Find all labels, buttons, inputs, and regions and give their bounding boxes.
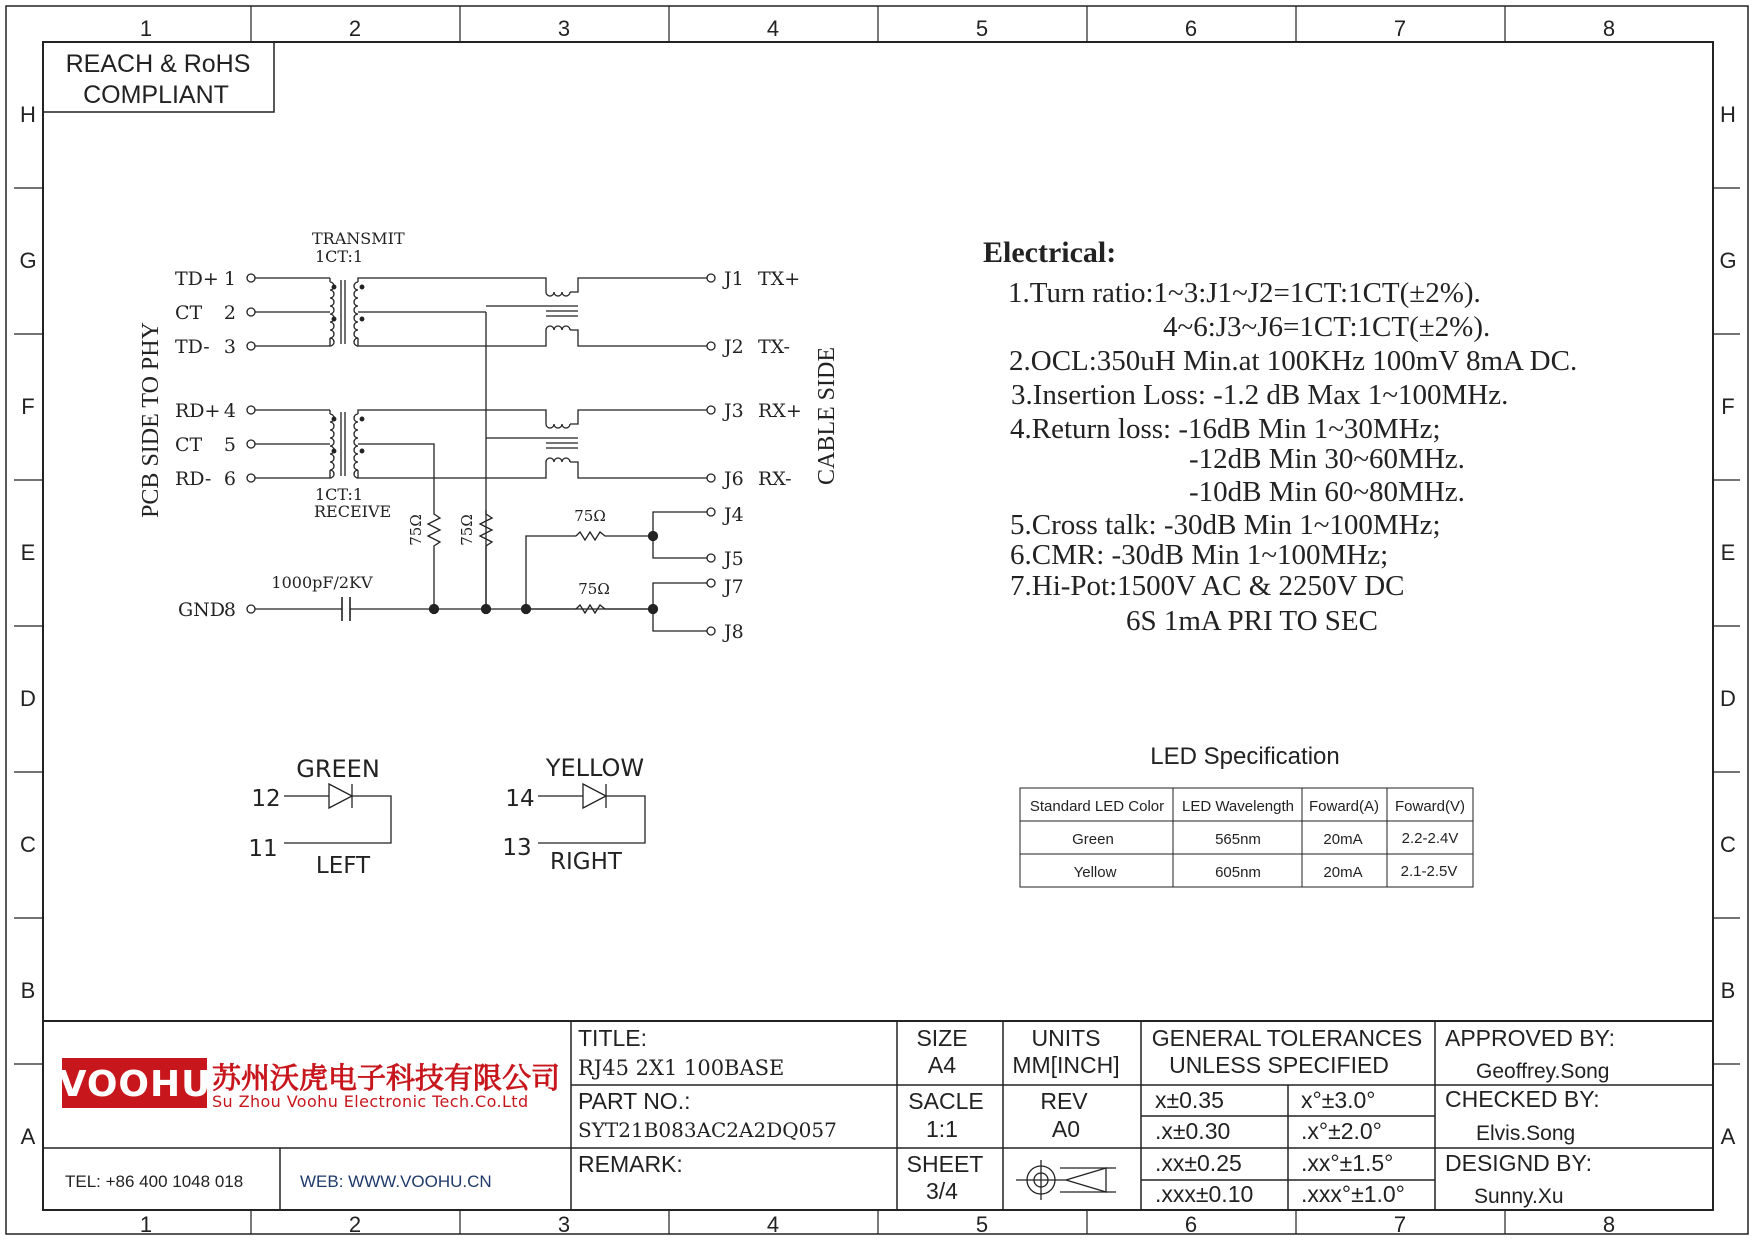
- table-header: Foward(A): [1308, 798, 1380, 815]
- units-value: MM[INCH]: [1012, 1052, 1120, 1078]
- row-label-left: F: [21, 394, 35, 419]
- led-green-title: GREEN: [296, 755, 380, 783]
- transmit-label: TRANSMIT: [312, 229, 405, 248]
- company-tel: TEL: +86 400 1048 018: [65, 1172, 244, 1191]
- row-label-right: F: [1721, 394, 1735, 419]
- led-yellow-pin-top: 14: [505, 786, 535, 812]
- electrical-line: 5.Cross talk: -30dB Min 1~100MHz;: [1010, 509, 1441, 541]
- right-pin-terminals: [707, 274, 715, 635]
- electrical-line: -10dB Min 60~80MHz.: [1189, 476, 1465, 508]
- electrical-line: 1.Turn ratio:1~3:J1~J2=1CT:1CT(±2%).: [1008, 277, 1481, 309]
- col-label-top: 7: [1393, 16, 1407, 41]
- designed-value: Sunny.Xu: [1474, 1185, 1564, 1208]
- table-cell: 2.2-2.4V: [1401, 830, 1459, 847]
- col-label-top: 6: [1184, 16, 1198, 41]
- electrical-line: 4.Return loss: -16dB Min 1~30MHz;: [1010, 413, 1441, 445]
- led-spec-title: LED Specification: [1150, 743, 1340, 770]
- col-label-top: 5: [975, 16, 989, 41]
- rev-value: A0: [1051, 1116, 1081, 1142]
- logo-text: VOOHU: [58, 1064, 212, 1105]
- pin-name: CT: [175, 434, 203, 456]
- electrical-spec: [983, 236, 1577, 637]
- row-label-right: A: [1720, 1124, 1736, 1149]
- led-green-side: LEFT: [315, 853, 371, 879]
- row-label-right: E: [1720, 540, 1736, 565]
- size-label: SIZE: [916, 1025, 968, 1051]
- resistor-label: 75Ω: [578, 580, 610, 598]
- col-label-bottom: 6: [1184, 1212, 1198, 1237]
- led-yellow: [502, 754, 645, 875]
- electrical-line: 6.CMR: -30dB Min 1~100MHz;: [1010, 539, 1389, 571]
- tolerance-angular: x°±3.0°: [1301, 1087, 1376, 1113]
- jack-pin-name: J3: [724, 400, 744, 422]
- col-label-bottom: 3: [557, 1212, 571, 1237]
- tolerance-angular: .xx°±1.5°: [1301, 1150, 1394, 1176]
- resistor-label: 75Ω: [574, 507, 606, 525]
- resistor-label: 75Ω: [407, 514, 425, 546]
- table-cell: 605nm: [1215, 864, 1261, 881]
- pin-name: RD-: [175, 468, 212, 490]
- jack-pin-signal: RX+: [758, 400, 802, 422]
- col-label-bottom: 7: [1393, 1212, 1407, 1237]
- electrical-line: 6S 1mA PRI TO SEC: [1126, 605, 1378, 637]
- row-label-right: B: [1720, 978, 1736, 1003]
- rev-label: REV: [1040, 1088, 1088, 1114]
- scale-label: SACLE: [908, 1088, 984, 1114]
- row-label-left: D: [20, 686, 36, 711]
- col-label-top: 2: [348, 16, 362, 41]
- col-label-bottom: 8: [1602, 1212, 1616, 1237]
- compliance-line-2: COMPLIANT: [83, 81, 229, 109]
- units-label: UNITS: [1031, 1025, 1101, 1051]
- col-label-bottom: 5: [975, 1212, 989, 1237]
- receive-ratio: 1CT:1: [315, 485, 364, 504]
- led-yellow-title: YELLOW: [545, 754, 645, 782]
- row-label-right: D: [1720, 686, 1736, 711]
- part-no-value: SYT21B083AC2A2DQ057: [578, 1118, 837, 1142]
- pin-name: TD-: [175, 336, 210, 358]
- table-cell: 20mA: [1323, 864, 1363, 881]
- jack-pin-name: J4: [724, 504, 744, 526]
- table-cell: 565nm: [1215, 831, 1261, 848]
- electrical-line: 3.Insertion Loss: -1.2 dB Max 1~100MHz.: [1011, 379, 1509, 411]
- pin-number: 2: [223, 302, 236, 324]
- table-header: Foward(V): [1394, 798, 1466, 815]
- jack-pin-signal: TX+: [758, 268, 801, 290]
- led-green-pin-top: 12: [251, 786, 281, 812]
- row-label-left: H: [20, 102, 36, 127]
- col-label-top: 4: [766, 16, 780, 41]
- checked-label: CHECKED BY:: [1445, 1086, 1600, 1112]
- table-cell: Green: [1072, 831, 1114, 848]
- schematic: [138, 229, 840, 643]
- table-cell: Yellow: [1073, 864, 1117, 881]
- jack-pin-name: J1: [724, 268, 744, 290]
- jack-pin-name: J2: [724, 336, 744, 358]
- receive-label: RECEIVE: [314, 502, 392, 521]
- tolerance-linear: x±0.35: [1155, 1087, 1224, 1113]
- tolerance-angular: .xxx°±1.0°: [1301, 1181, 1405, 1207]
- col-label-top: 8: [1602, 16, 1616, 41]
- pin-number: 8: [223, 599, 236, 621]
- company-name-cn: 苏州沃虎电子科技有限公司: [212, 1061, 561, 1095]
- pin-name: TD+: [175, 268, 219, 290]
- electrical-line: 2.OCL:350uH Min.at 100KHz 100mV 8mA DC.: [1009, 345, 1578, 377]
- remark-label: REMARK:: [578, 1151, 683, 1177]
- tolerance-subheading: UNLESS SPECIFIED: [1169, 1052, 1389, 1078]
- scale-value: 1:1: [926, 1116, 958, 1142]
- row-label-left: G: [19, 248, 37, 273]
- size-value: A4: [927, 1052, 957, 1078]
- resistor-label: 75Ω: [458, 514, 476, 546]
- pin-name: RD+: [175, 400, 221, 422]
- company-name-en: Su Zhou Voohu Electronic Tech.Co.Ltd: [212, 1092, 529, 1111]
- pin-number: 3: [223, 336, 236, 358]
- electrical-heading: Electrical:: [983, 236, 1117, 269]
- led-spec-table: [1020, 743, 1473, 887]
- jack-pin-name: J7: [724, 576, 744, 598]
- pcb-side-label: PCB SIDE TO PHY: [138, 322, 164, 518]
- checked-value: Elvis.Song: [1476, 1122, 1576, 1145]
- approved-value: Geoffrey.Song: [1476, 1060, 1610, 1083]
- table-header: LED Wavelength: [1181, 798, 1295, 815]
- compliance-line-1: REACH & RoHS: [65, 50, 251, 78]
- electrical-line: 7.Hi-Pot:1500V AC & 2250V DC: [1010, 570, 1405, 602]
- approved-label: APPROVED BY:: [1445, 1025, 1616, 1051]
- row-label-left: E: [20, 540, 36, 565]
- tolerance-heading: GENERAL TOLERANCES: [1151, 1025, 1423, 1051]
- table-cell: 2.1-2.5V: [1400, 863, 1458, 880]
- row-label-right: C: [1720, 832, 1736, 857]
- pin-name: CT: [175, 302, 203, 324]
- projection-symbol-icon: [1016, 1160, 1116, 1200]
- pin-number: 5: [223, 434, 236, 456]
- transmit-ratio: 1CT:1: [315, 247, 364, 266]
- row-label-left: B: [20, 978, 36, 1003]
- row-label-left: C: [20, 832, 36, 857]
- sheet-value: 3/4: [926, 1178, 958, 1204]
- pin-number: 6: [223, 468, 236, 490]
- j7-j8-network: [526, 580, 707, 631]
- company-logo: [59, 1058, 560, 1111]
- cable-side-label: CABLE SIDE: [814, 347, 840, 485]
- designed-label: DESIGND BY:: [1445, 1150, 1592, 1176]
- col-label-top: 1: [139, 16, 153, 41]
- led-yellow-side: RIGHT: [550, 849, 622, 875]
- pin-number: 1: [223, 268, 236, 290]
- capacitor-label: 1000pF/2KV: [271, 573, 373, 592]
- jack-pin-signal: TX-: [758, 336, 790, 358]
- electrical-line: 4~6:J3~J6=1CT:1CT(±2%).: [1163, 311, 1491, 343]
- row-label-right: H: [1720, 102, 1736, 127]
- row-label-right: G: [1719, 248, 1737, 273]
- tolerance-linear: .x±0.30: [1155, 1118, 1231, 1144]
- table-cell: 20mA: [1323, 831, 1363, 848]
- tolerance-angular: .x°±2.0°: [1301, 1118, 1382, 1144]
- led-yellow-pin-bottom: 13: [502, 835, 532, 861]
- sheet-label: SHEET: [906, 1151, 984, 1177]
- compliance-box: [43, 42, 274, 112]
- led-green-pin-bottom: 11: [248, 836, 278, 862]
- table-header: Standard LED Color: [1029, 798, 1165, 815]
- jack-pin-signal: RX-: [758, 468, 792, 490]
- tolerance-linear: .xx±0.25: [1155, 1150, 1242, 1176]
- jack-pin-name: J5: [724, 548, 744, 570]
- pin-name: GND: [178, 599, 226, 621]
- col-label-bottom: 2: [348, 1212, 362, 1237]
- col-label-bottom: 4: [766, 1212, 780, 1237]
- part-no-label: PART NO.:: [578, 1088, 691, 1114]
- left-pin-terminals: [247, 274, 255, 613]
- title-value: RJ45 2X1 100BASE: [578, 1056, 785, 1080]
- tolerance-linear: .xxx±0.10: [1155, 1181, 1254, 1207]
- col-label-top: 3: [557, 16, 571, 41]
- pin-number: 4: [223, 400, 236, 422]
- j4-j5-network: [526, 507, 707, 609]
- row-label-left: A: [20, 1124, 36, 1149]
- jack-pin-name: J8: [724, 621, 744, 643]
- electrical-line: -12dB Min 30~60MHz.: [1189, 443, 1465, 475]
- termination-resistors: [407, 510, 492, 609]
- col-label-bottom: 1: [139, 1212, 153, 1237]
- jack-pin-name: J6: [724, 468, 744, 490]
- title-label: TITLE:: [578, 1025, 648, 1051]
- led-green: [248, 755, 391, 879]
- company-web: WEB: WWW.VOOHU.CN: [300, 1172, 492, 1191]
